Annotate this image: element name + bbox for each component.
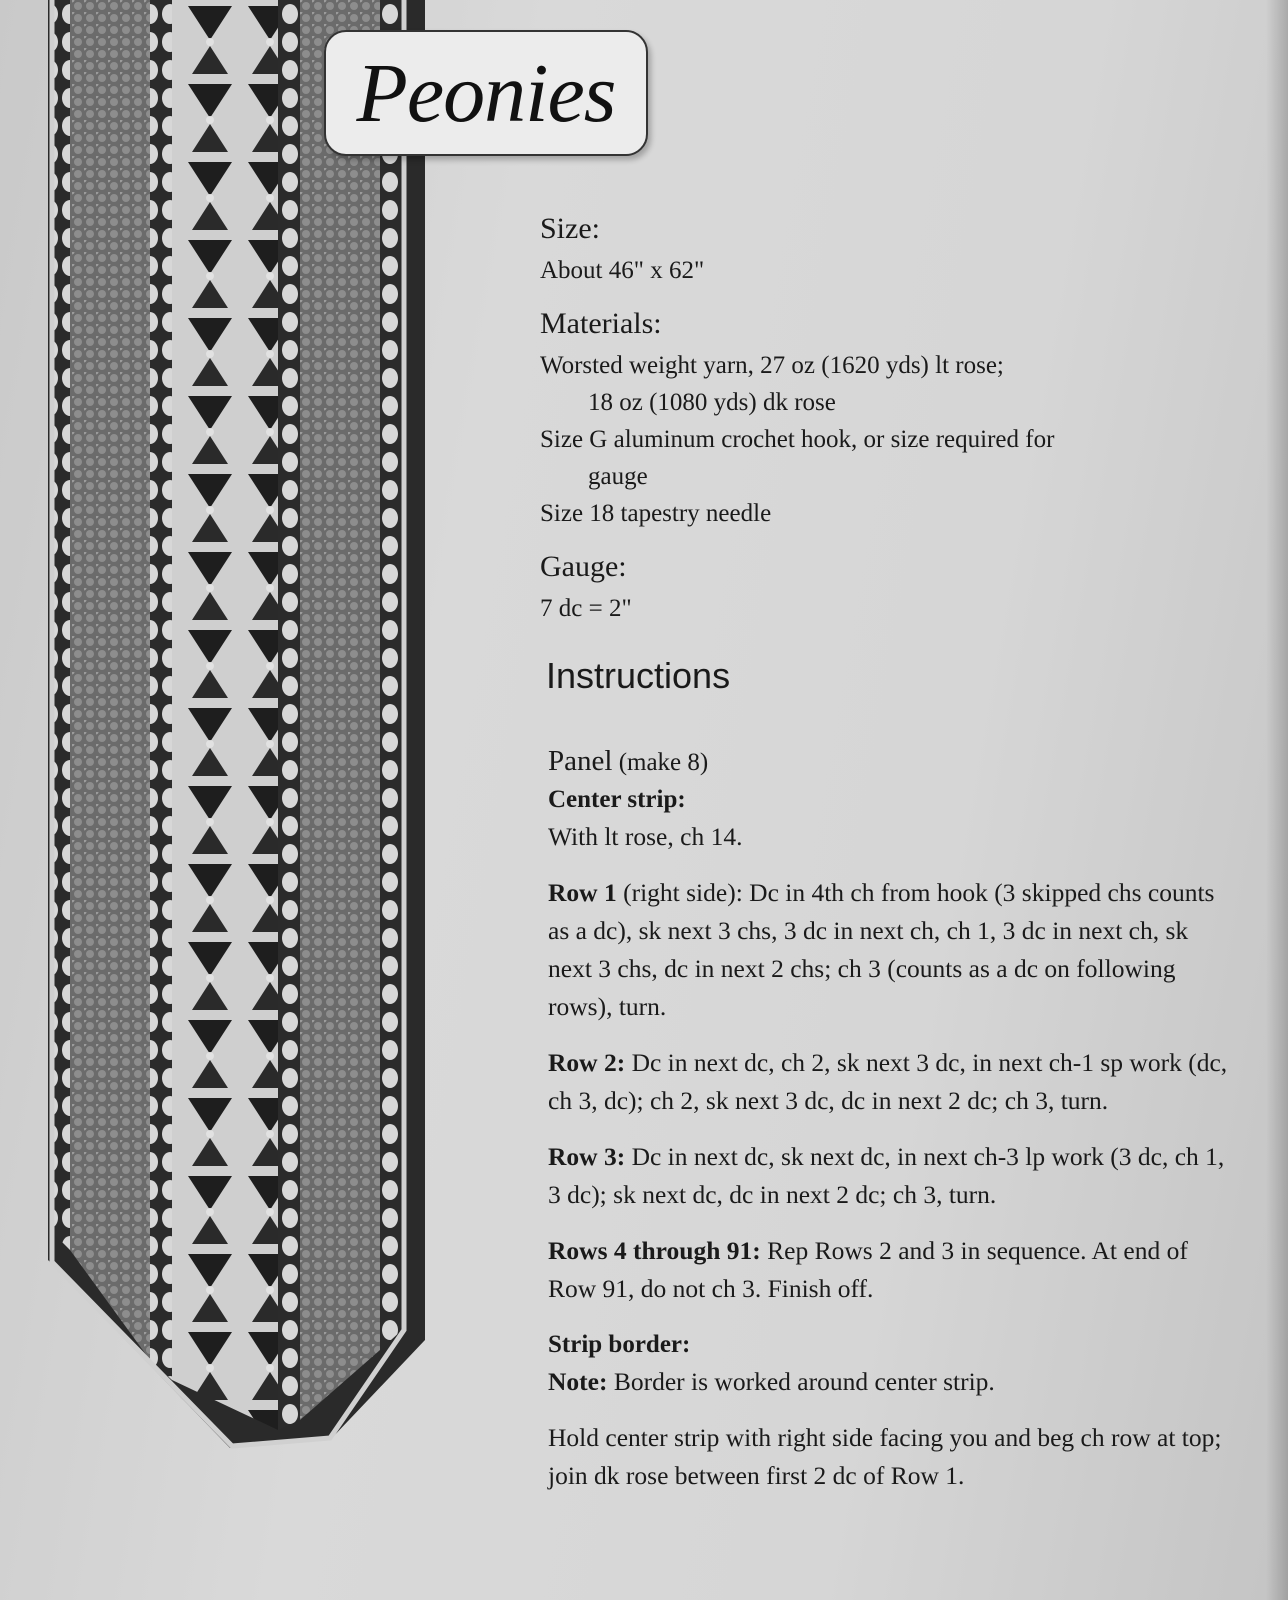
- materials-line: gauge: [588, 463, 648, 490]
- row-label: Row 1: [548, 878, 617, 907]
- center-strip-heading: Center strip:: [548, 786, 686, 813]
- hold-instruction: Hold center strip with right side facing you and beg ch row at top; join dk rose between first 2 dc of Row 1.: [548, 1423, 1222, 1490]
- panel-note: (make 8): [618, 749, 709, 776]
- materials-heading: Materials:: [540, 307, 662, 340]
- size-section: [540, 212, 1230, 289]
- gauge-value: 7 dc = 2": [540, 595, 632, 622]
- materials-section: [540, 307, 1230, 532]
- row-text: Rep Rows 2 and 3 in sequence. At end of Row 91, do not ch 3. Finish off.: [548, 1236, 1188, 1303]
- materials-line: Worsted weight yarn, 27 oz (1620 yds) lt rose;: [540, 352, 1004, 379]
- instructions-heading: Instructions: [546, 655, 731, 696]
- page-edge-shadow: [1266, 0, 1288, 1600]
- panel-heading: [548, 743, 1230, 781]
- row-text: Dc in next dc, ch 2, sk next 3 dc, in next ch-1 sp work (dc, ch 3, dc); ch 2, sk next 3 dc, dc in next 2 dc; ch 3, turn.: [548, 1048, 1228, 1115]
- note-label: Note:: [548, 1367, 608, 1396]
- row-text: (right side): Dc in 4th ch from hook (3 skipped chs counts as a dc), sk next 3 chs, 3 dc in next ch, ch 1, 3 dc in next ch, sk next 3 chs, dc in next 2 chs; ch 3 (counts as a dc on following rows), turn.: [548, 878, 1215, 1021]
- size-heading: Size:: [540, 212, 600, 245]
- row-3-instruction: [548, 1138, 1230, 1214]
- gauge-section: [540, 550, 1230, 627]
- pattern-content: [540, 212, 1230, 1513]
- gauge-heading: Gauge:: [540, 550, 627, 583]
- strip-border-heading: Strip border:: [548, 1331, 691, 1358]
- border-note: [548, 1363, 1230, 1401]
- row-2-instruction: [548, 1044, 1230, 1120]
- materials-line: 18 oz (1080 yds) dk rose: [588, 389, 836, 416]
- instructions-body: [548, 743, 1230, 1495]
- size-value: About 46" x 62": [540, 257, 705, 284]
- crochet-panel-photo: [0, 0, 460, 1480]
- title-box: [324, 30, 648, 156]
- panel-label: Panel: [548, 745, 613, 777]
- row-1-instruction: [548, 874, 1230, 1026]
- row-label: Rows 4 through 91:: [548, 1236, 761, 1265]
- note-text: Border is worked around center strip.: [607, 1367, 995, 1396]
- center-strip-text: With lt rose, ch 14.: [548, 822, 743, 851]
- row-label: Row 2:: [548, 1048, 626, 1077]
- materials-line: Size G aluminum crochet hook, or size required for: [540, 426, 1055, 453]
- pattern-title: Peonies: [356, 46, 616, 140]
- row-text: Dc in next dc, sk next dc, in next ch-3 lp work (3 dc, ch 1, 3 dc); sk next dc, dc in next 2 dc; ch 3, turn.: [548, 1142, 1225, 1209]
- row-label: Row 3:: [548, 1142, 626, 1171]
- rows-4-91-instruction: [548, 1232, 1230, 1308]
- materials-line: Size 18 tapestry needle: [540, 500, 772, 527]
